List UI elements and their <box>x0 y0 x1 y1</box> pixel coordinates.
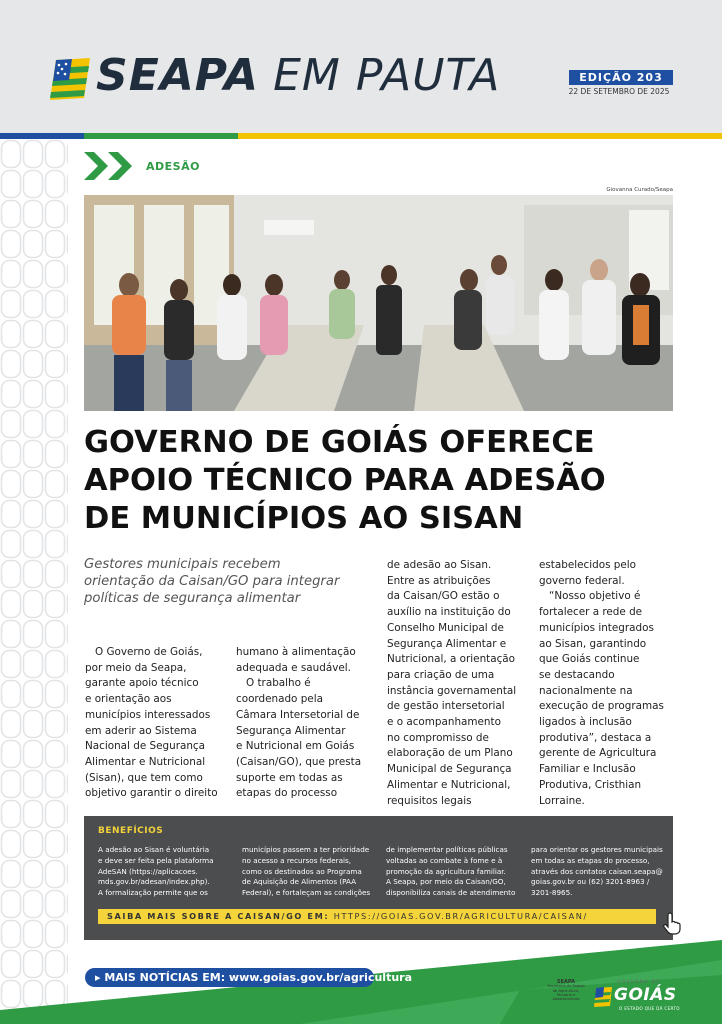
text-line: fortalecer a rede de <box>539 606 643 619</box>
text-line: Entre as atribuições <box>387 574 491 587</box>
text-line: estabelecidos pelo <box>539 559 637 571</box>
text-line: auxílio na instituição do <box>387 606 511 619</box>
text-line: de gestão intersetorial <box>387 700 505 713</box>
text-line: “Nosso objetivo é <box>549 590 641 603</box>
benefits-column-4 <box>531 845 663 899</box>
text-line: Produtiva, Cristhian <box>539 778 642 791</box>
text-line: da Caisan/GO estão o <box>387 590 500 603</box>
goias-wordmark: GOIÁS <box>614 985 677 1005</box>
goias-tagline: O ESTADO QUE DÁ CERTO <box>619 1006 680 1011</box>
text-line: de implementar políticas públicas <box>386 845 508 854</box>
headline <box>84 424 684 538</box>
group-photo <box>84 195 673 411</box>
text-line: Segurança Alimentar <box>236 724 346 737</box>
brand-title <box>96 46 500 106</box>
article-column-4 <box>539 558 664 809</box>
text-line: garante apoio técnico <box>85 677 199 690</box>
text-line: em aderir ao Sistema <box>85 724 197 737</box>
text-line: mds.gov.br/adesan/index.php). <box>98 877 210 887</box>
text-line: Federal), e fortaleçam as condições <box>242 888 371 898</box>
color-stripe <box>0 133 722 139</box>
goias-small-text: GOVERNO DE <box>617 980 661 985</box>
headline-line: APOIO TÉCNICO PARA ADESÃO <box>84 463 606 498</box>
text-line: nacionalmente na <box>539 684 633 697</box>
text-line: Familiar e Inclusão <box>539 763 636 776</box>
text-line: como os destinados ao Programa <box>242 866 362 876</box>
text-line: (Caisan/GO), que presta <box>236 755 362 768</box>
more-news-link[interactable] <box>85 968 412 987</box>
text-line: A Seapa, por meio da Caisan/GO, <box>386 877 506 887</box>
benefits-column-3 <box>386 845 515 899</box>
text-line: 3201-8965. <box>531 888 573 898</box>
text-line: que Goiás continue <box>539 653 640 666</box>
text-line: disponibiliza canais de atendimento <box>386 888 516 898</box>
text-line: promoção da agricultura familiar. <box>386 866 506 876</box>
text-line: humano à alimentação <box>236 646 356 658</box>
text-line: Alimentar e Nutricional, <box>387 778 511 791</box>
seapa-logo-name: SEAPA <box>557 979 575 985</box>
article-column-2 <box>236 645 361 802</box>
text-line: goias.gov.br ou (62) 3201-8963 / <box>531 877 650 887</box>
caisan-link-bar[interactable] <box>98 909 656 924</box>
benefits-column-1 <box>98 845 214 899</box>
text-line: de Aquisição de Alimentos (PAA <box>242 877 357 887</box>
caisan-link-label: SAIBA MAIS SOBRE A CAISAN/GO EM: <box>107 911 330 921</box>
text-line: para orientar os gestores municipais <box>531 845 663 854</box>
photo-credit: Giovanna Curado/Seapa <box>606 187 673 193</box>
seapa-desc-line: Abastecimento <box>552 997 580 1002</box>
text-line: Lorraine. <box>539 794 585 807</box>
caisan-link-url[interactable]: HTTPS://GOIAS.GOV.BR/AGRICULTURA/CAISAN/ <box>333 911 588 921</box>
text-line: Nacional de Segurança <box>85 740 206 753</box>
text-line: AdeSAN (https://aplicacoes. <box>98 866 198 876</box>
text-line: ao Sisan, garantindo <box>539 637 647 650</box>
text-line: de adesão ao Sisan. <box>387 559 492 571</box>
subtitle-line: orientação da Caisan/GO para integrar <box>84 574 340 589</box>
benefits-column-2 <box>242 845 370 899</box>
text-line: governo federal. <box>539 574 625 587</box>
text-line: execução de programas <box>539 700 664 713</box>
text-line: e deve ser feita pela plataforma <box>98 855 214 865</box>
text-line: municípios integrados <box>539 621 654 634</box>
masthead <box>0 0 722 133</box>
article-column-1 <box>85 645 218 802</box>
text-line: e orientação aos <box>85 693 172 706</box>
text-line: requisitos legais <box>387 794 472 807</box>
text-line: A formalização permite que os <box>98 888 208 898</box>
seapa-desc-line: Secretaria de Estado <box>547 984 585 989</box>
text-line: coordenado pela <box>236 693 323 706</box>
text-line: no compromisso de <box>387 731 489 744</box>
seapa-desc-line: de Agricultura, <box>552 988 580 993</box>
text-line: Alimentar e Nutricional <box>85 755 206 768</box>
decorative-pattern <box>0 139 68 1024</box>
subtitle <box>84 556 374 607</box>
brand-light: EM PAUTA <box>273 50 501 101</box>
text-line: Nutricional, a orientação <box>387 653 516 666</box>
text-line: A adesão ao Sisan é voluntária <box>98 845 210 854</box>
text-line: por meio da Seapa, <box>85 661 187 674</box>
text-line: para criação de uma <box>387 668 495 681</box>
chevrons-right-icon <box>84 152 136 180</box>
article-column-3 <box>387 558 516 809</box>
text-line: Segurança Alimentar e <box>387 637 507 650</box>
text-line: O Governo de Goiás, <box>95 646 203 658</box>
seapa-logo <box>541 980 591 1014</box>
benefits-box <box>84 816 673 940</box>
text-line: e o acompanhamento <box>387 716 501 729</box>
text-line: elaboração de um Plano <box>387 747 513 760</box>
section-label: ADESÃO <box>146 160 200 173</box>
text-line: se destacando <box>539 668 615 681</box>
text-line: municípios passem a ter prioridade <box>242 845 370 854</box>
text-line: Câmara Intersetorial de <box>236 708 360 721</box>
more-news-text: MAIS NOTÍCIAS EM: www.goias.gov.br/agricultura <box>104 971 412 984</box>
text-line: voltadas ao combate à fome e à <box>386 855 503 865</box>
text-line: adequada e saudável. <box>236 661 351 674</box>
text-line: em todas as etapas do processo, <box>531 855 650 865</box>
text-line: suporte em todas as <box>236 771 343 784</box>
subtitle-line: Gestores municipais recebem <box>84 557 281 572</box>
text-line: no acesso a recursos federais, <box>242 855 352 865</box>
text-line: Municipal de Segurança <box>387 763 512 776</box>
headline-line: DE MUNICÍPIOS AO SISAN <box>84 501 524 536</box>
seapa-desc-line: Pecuária e <box>556 992 576 997</box>
text-line: através dos contatos caisan.seapa@ <box>531 866 663 876</box>
triangle-right-icon: ▸ <box>95 971 105 984</box>
headline-line: GOVERNO DE GOIÁS OFERECE <box>84 425 595 460</box>
text-line: produtiva”, destaca a <box>539 731 652 744</box>
subtitle-line: políticas de segurança alimentar <box>84 591 301 606</box>
goias-flag-logo-icon <box>50 58 90 100</box>
text-line: O trabalho é <box>246 677 311 690</box>
text-line: e Nutricional em Goiás <box>236 740 355 753</box>
text-line: etapas do processo <box>236 787 338 800</box>
edition-badge: EDIÇÃO 203 <box>569 70 673 85</box>
text-line: ligados à inclusão <box>539 716 632 729</box>
edition-date: 22 DE SETEMBRO DE 2025 <box>568 87 670 96</box>
text-line: gerente de Agricultura <box>539 747 657 760</box>
text-line: objetivo garantir o direito <box>85 787 218 800</box>
text-line: municípios interessados <box>85 708 211 721</box>
text-line: Conselho Municipal de <box>387 621 504 634</box>
benefits-title: BENEFÍCIOS <box>98 826 164 836</box>
brand-bold: SEAPA <box>96 50 260 101</box>
text-line: instância governamental <box>387 684 517 697</box>
text-line: (Sisan), que tem como <box>85 771 203 784</box>
